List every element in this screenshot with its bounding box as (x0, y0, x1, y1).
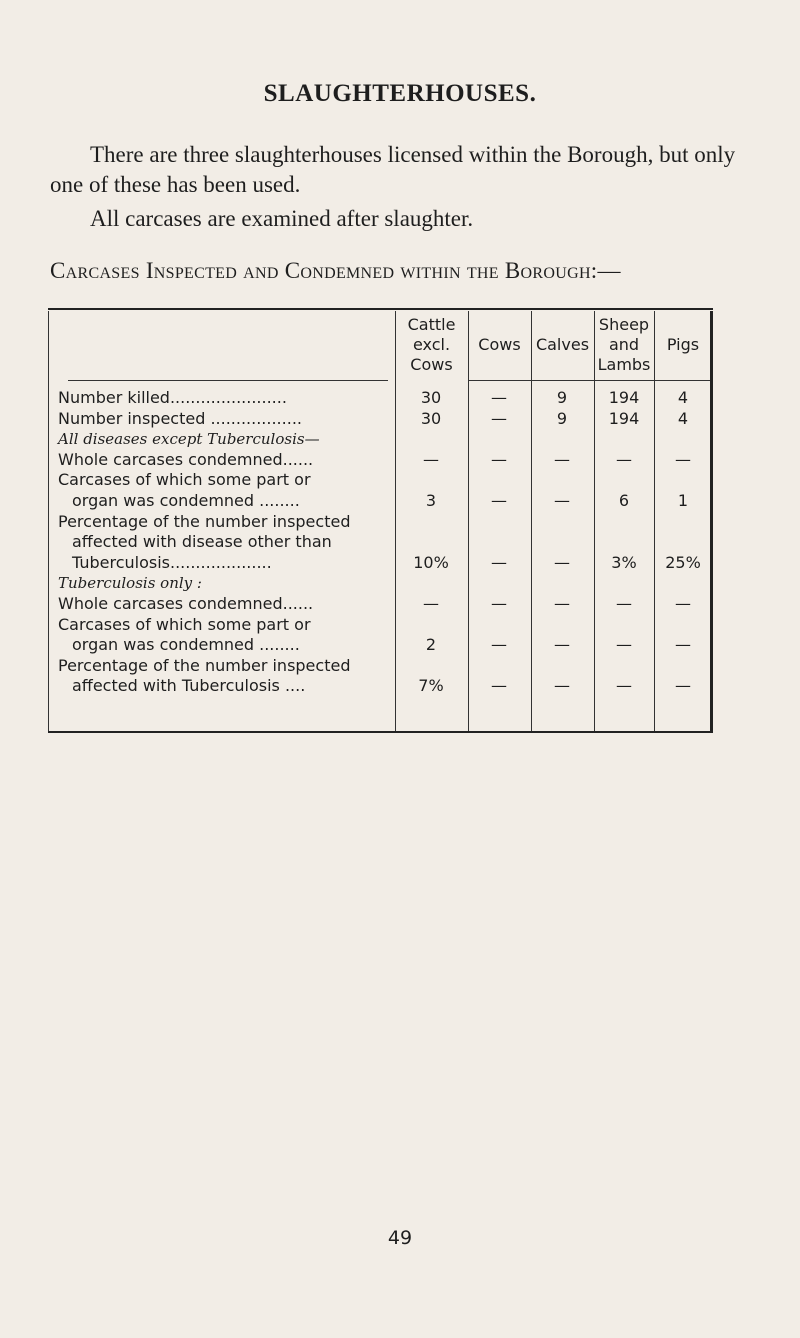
row-label (58, 450, 394, 470)
row-label (58, 594, 394, 614)
row-label-text: organ was condemned ........ (72, 491, 300, 510)
table-cell: — (675, 635, 691, 654)
table-cell: — (554, 676, 570, 695)
table-cell: — (491, 450, 507, 469)
row-label (58, 553, 394, 573)
col-header-pigs: Pigs (666, 335, 700, 354)
table-cell: — (554, 594, 570, 613)
table-cell: 25% (665, 553, 701, 572)
table-cell: — (491, 676, 507, 695)
table-cell: — (491, 409, 507, 428)
table-cell: 2 (425, 635, 437, 654)
col-header-calves: Calves (535, 335, 590, 354)
row-label-text: Number inspected .................. (58, 409, 302, 428)
table-cell: — (554, 491, 570, 510)
table-cell: 4 (677, 409, 689, 428)
table-cell: — (491, 635, 507, 654)
row-label-text: Whole carcases condemned...... (58, 594, 314, 613)
table-cell: — (616, 676, 632, 695)
page-number: 49 (387, 1227, 413, 1249)
table-cell: 3 (425, 491, 437, 510)
row-label (58, 656, 394, 676)
row-label-text: Tuberculosis.................... (72, 553, 272, 572)
row-label (58, 532, 394, 552)
table-cell: — (491, 594, 507, 613)
row-label-text: Tuberculosis only : (58, 574, 202, 592)
table-cell: 194 (608, 388, 640, 407)
table-cell: 194 (608, 409, 640, 428)
table-cell: 9 (556, 388, 568, 407)
row-label-text: affected with Tuberculosis .... (72, 676, 306, 695)
row-label-text: organ was condemned ........ (72, 635, 300, 654)
header-rule-label (68, 380, 388, 381)
col-header-cows: Cows (478, 335, 521, 354)
row-label-text: Carcases of which some part or (58, 615, 311, 634)
table-cell: 3% (611, 553, 637, 572)
col-header-sheep: Sheep and Lambs (597, 315, 651, 374)
row-label (58, 635, 394, 655)
table-cell: 30 (420, 409, 442, 428)
row-label (58, 512, 394, 532)
table-cell: — (491, 553, 507, 572)
table-cell: — (675, 676, 691, 695)
table-bottom-rule (48, 731, 713, 733)
row-label (58, 470, 394, 490)
table-cell: — (491, 491, 507, 510)
table-cell: 7% (418, 676, 444, 695)
table-cell: 10% (413, 553, 449, 572)
table-cell: — (616, 635, 632, 654)
table-cell: — (616, 450, 632, 469)
row-label-text: All diseases except Tuberculosis— (58, 430, 320, 448)
col-header-cattle: Cattle excl. Cows (407, 315, 456, 374)
table-cell: 4 (677, 388, 689, 407)
row-label (58, 491, 394, 511)
header-rule-values (468, 380, 710, 381)
table-cell: 30 (420, 388, 442, 407)
page-heading: SLAUGHTERHOUSES. (263, 80, 537, 107)
table-cell: — (423, 594, 439, 613)
table-caption: Carcases Inspected and Condemned within the Borough:— (50, 258, 621, 283)
row-label-text: Percentage of the number inspected (58, 512, 351, 531)
table-cell: — (554, 553, 570, 572)
row-label-text: Whole carcases condemned...... (58, 450, 314, 469)
row-label (58, 409, 394, 429)
table-cell: — (491, 388, 507, 407)
table-cell: 9 (556, 409, 568, 428)
row-label (58, 615, 394, 635)
table-cell: 6 (618, 491, 630, 510)
table-left-rule (48, 311, 49, 731)
row-label-text: affected with disease other than (72, 532, 332, 551)
carcases-table (48, 308, 713, 733)
table-cell: 1 (677, 491, 689, 510)
row-label-text: Carcases of which some part or (58, 470, 311, 489)
row-label (58, 573, 394, 593)
row-label (58, 676, 394, 696)
row-label-text: Number killed....................... (58, 388, 287, 407)
row-label (58, 388, 394, 408)
row-label-text: Percentage of the number inspected (58, 656, 351, 675)
examination-paragraph: All carcases are examined after slaughter. (90, 206, 474, 231)
table-cell: — (554, 635, 570, 654)
intro-paragraph: There are three slaughterhouses licensed within the Borough, but only one of these has been used. (50, 142, 736, 197)
row-label (58, 429, 394, 449)
table-cell: — (675, 594, 691, 613)
table-cell: — (675, 450, 691, 469)
table-cell: — (554, 450, 570, 469)
table-cell: — (616, 594, 632, 613)
table-cell: — (423, 450, 439, 469)
table-top-rule (48, 308, 713, 310)
